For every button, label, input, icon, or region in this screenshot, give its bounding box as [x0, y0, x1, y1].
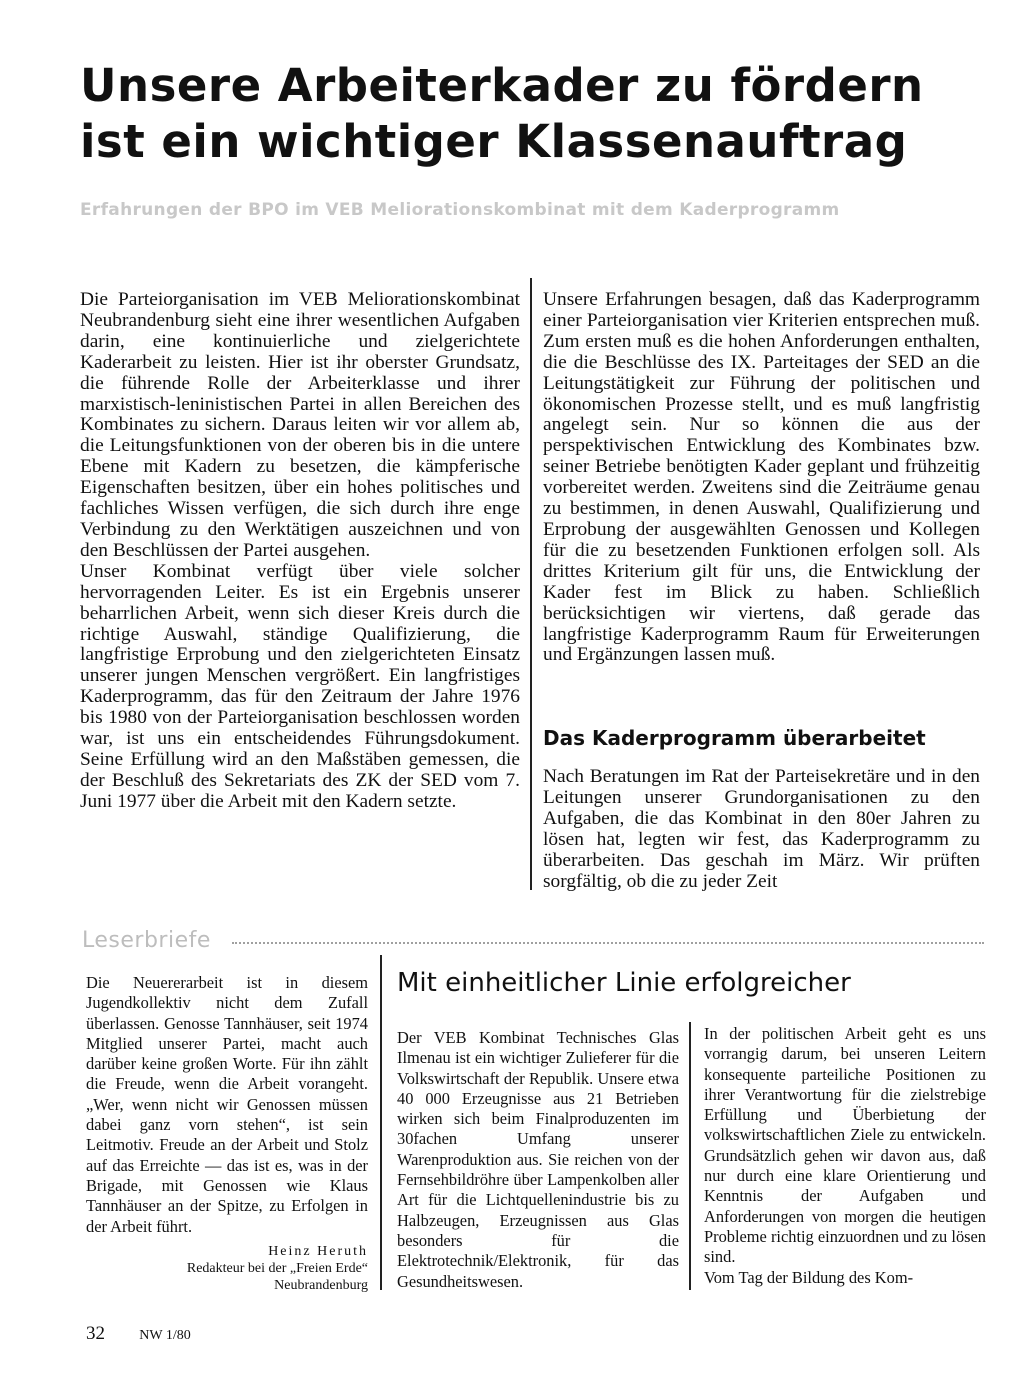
article-column-1	[80, 290, 520, 813]
signature	[86, 1243, 368, 1294]
issue-label: NW 1/80	[139, 1328, 191, 1343]
dotted-rule	[232, 942, 984, 944]
section-label-leserbriefe: Leserbriefe	[82, 928, 211, 953]
article-subtitle: Erfahrungen der BPO im VEB Meliorationskombinat mit dem Kaderprogramm	[80, 200, 840, 220]
paragraph: Der VEB Kombinat Technisches Glas Ilmenau ist ein wichtiger Zulieferer für die Volkswirtschaft der Republik. Unsere etwa 40 000 Erzeugnisse aus 21 Betrieben wirken sich beim Finalproduzenten im 30fachen Umfang unserer Warenproduktion aus. Sie reichen von der Fernsehbildröhre über Lampenkolben aller Art für die Lichtquellenindustrie bis zu Halbzeugen, Erzeugnissen aus Glas besonders für die Elektrotechnik/Elektronik, für das Gesundheitswesen.	[397, 1028, 679, 1291]
paragraph: Nach Beratungen im Rat der Parteisekretäre und in den Leitungen unserer Grundorganisationen zu den Aufgaben, die das Kombinat in den 80er Jahren zu lösen hat, legten wir fest, das Kaderprogramm zu überarbeiten. Das geschah im März. Wir prüften sorgfältig, ob die zu jeder Zeit	[543, 766, 980, 892]
column-divider	[689, 1022, 691, 1290]
column-divider	[380, 955, 382, 1290]
paragraph: Die Parteiorganisation im VEB Meliorationskombinat Neubrandenburg sieht eine ihrer wesentlichen Aufgaben darin, eine kontinuierliche und zielgerichtete Kaderarbeit zu leisten. Hier ist ihr oberster Grundsatz, die führende Rolle der Arbeiterklasse und ihrer marxistisch-leninistischen Partei in allen Bereichen des Kombinates zu sichern. Daraus leiten wir vor allem ab, die Leitungsfunktionen von der oberen bis in die untere Ebene mit Kadern zu besetzen, die kämpferische Eigenschaften besitzen, über ein hohes politisches und fachliches Wissen verfügen, die sich durch ihre enge Verbindung zu den Werktätigen auszeichnen und von den Beschlüssen der Partei ausgehen.	[80, 289, 520, 561]
signature-role: Redakteur bei der „Freien Erde“	[186, 1261, 368, 1276]
column-divider	[530, 278, 532, 890]
letter-2-column-1	[397, 1028, 679, 1292]
letter-1	[86, 973, 368, 1237]
paragraph: Unser Kombinat verfügt über viele solcher hervorragenden Leiter. Es ist ein Ergebnis unserer beharrlichen Arbeit, wenn sich dieser Kreis durch die richtige Auswahl, ständige Qualifizierung, die langfristige Erprobung und den zielgerichteten Einsatz unserer jungen Menschen vergrößert. Ein langfristiges Kaderprogramm, das für den Zeitraum der Jahre 1976 bis 1980 von der Parteiorganisation beschlossen worden war, ist uns ein entscheidendes Führungsdokument. Seine Erfüllung wird an den Maßstäben gemessen, die der Beschluß des Sekretariats des ZK der SED vom 7. Juni 1977 über die Arbeit mit den Kadern setzte.	[80, 560, 520, 812]
letter-2-column-2	[704, 1024, 986, 1288]
article-title	[80, 58, 960, 170]
paragraph: Die Neuererarbeit ist in diesem Jugendkollektiv nicht dem Zufall überlassen. Genosse Tannhäuser, seit 1974 Mitglied unserer Partei, macht auch darüber keine großen Worte. Für ihn zählt die Freude, wenn die Arbeit vorangeht. „Wer, wenn nicht wir Genossen müssen dabei ganz vorn stehen“, ist sein Leitmotiv. Freude an der Arbeit und Stolz auf das Erreichte — das ist es, was in der Brigade, mit Genossen wie Klaus Tannhäuser an der Spitze, zu Erfolgen in der Arbeit führt.	[86, 973, 368, 1236]
article-column-2	[543, 290, 980, 666]
paragraph: Vom Tag der Bildung des Kom-	[704, 1267, 914, 1287]
section-heading: Das Kaderprogramm überarbeitet	[543, 726, 926, 750]
letter-2-heading: Mit einheitlicher Linie erfolgreicher	[397, 968, 851, 998]
signature-place: Neubrandenburg	[274, 1278, 368, 1293]
title-line-2: ist ein wichtiger Klassenauftrag	[80, 115, 908, 168]
signature-name: Heinz Heruth	[268, 1244, 368, 1259]
title-line-1: Unsere Arbeiterkader zu fördern	[80, 59, 924, 112]
paragraph: Unsere Erfahrungen besagen, daß das Kaderprogramm einer Parteiorganisation vier Kriterien entsprechen muß. Zum ersten muß es die hohen Anforderungen enthalten, die die Beschlüsse des IX. Parteitages der SED an die Leitungstätigkeit zur Führung der politischen und ökonomischen Prozesse stellt, und es muß langfristig angelegt sein. Nur so können die aus der perspektivischen Entwicklung des Kombinates bzw. seiner Betriebe benötigten Kader geplant und frühzeitig vorbereitet werden. Zweitens sind die Zeiträume genau zu bestimmen, in denen Auswahl, Qualifizierung und Erprobung der ausgewählten Genossen und Kollegen für die zu besetzenden Funktionen erfolgen soll. Als drittes Kriterium gilt für uns, die Entwicklung der Kader fest im Blick zu haben. Schließlich berücksichtigen wir viertens, daß gerade das langfristige Kaderprogramm Raum für Erweiterungen und Ergänzungen lassen muß.	[543, 289, 980, 666]
page-footer	[86, 1323, 191, 1345]
paragraph: In der politischen Arbeit geht es uns vorrangig darum, bei unseren Leitern konsequente parteiliche Positionen zu ihrer Verantwortung für die zielstrebige Erfüllung und Überbietung der volkswirtschaftlichen Ziele zu entwickeln. Grundsätzlich gehen wir davon aus, daß nur durch eine klare Orientierung und Kenntnis der Aufgaben und Anforderungen von morgen die heutigen Probleme richtig einzuordnen und zu lösen sind.	[704, 1024, 986, 1267]
page-number: 32	[86, 1323, 105, 1344]
article-column-2-continued	[543, 767, 980, 892]
